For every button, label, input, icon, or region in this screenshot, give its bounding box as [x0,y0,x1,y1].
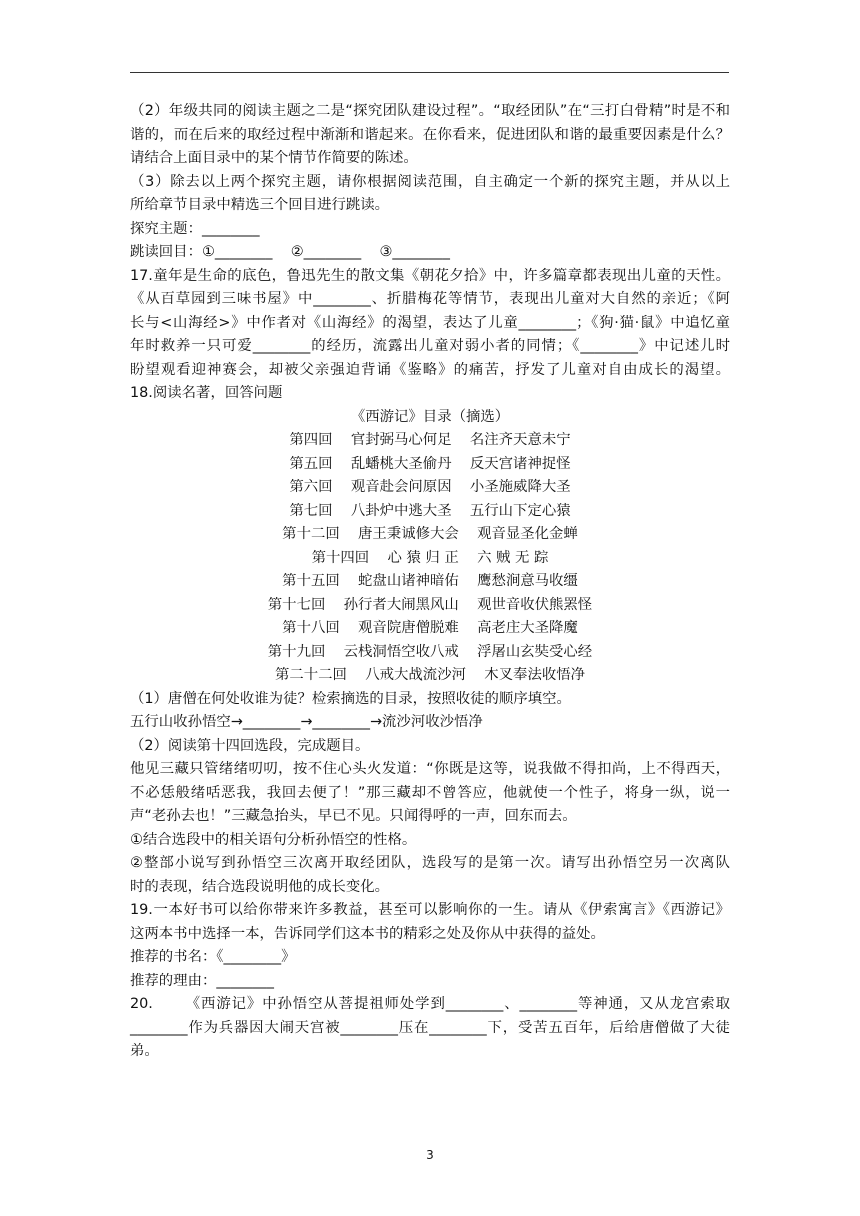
header-rule [130,72,729,73]
q20-line1: 20. 《西游记》中孙悟空从菩提祖师处学到________、________等神通，又从龙宫索取 [130,996,730,1012]
q18-question-b-line2: 时的表现，结合选段说明他的成长变化。 [130,878,390,895]
q19-line2: 这两本书中选择一本，告诉同学们这本书的精彩之处及你从中获得的益处。 [130,925,605,942]
toc-item: 第十五回 蛇盘山诸神暗佑 鹰愁涧意马收缰 [282,573,578,589]
q16-part3-line2: 所给章节目录中精选三个回目进行跳读。 [130,197,390,213]
toc-item: 第二十二回 八戒大战流沙河 木叉奉法收悟净 [274,667,586,683]
passage-line2: 不必恁般绪咶恶我，我回去便了！”那三藏却不曾答应，他就使一个性子，将身一纵，说一 [130,784,730,801]
q19-line1: 19.一本好书可以给你带来许多教益，甚至可以影响你的一生。请从《伊索寓言》《西游记》 [130,902,730,918]
q16-part3-line1: （3）除去以上两个探究主题，请你根据阅读范围，自主确定一个新的探究主题，并从以上 [130,173,730,190]
q16-part2-line2: 谐的，而在后来的取经过程中渐渐和谐起来。在你看来，促进团队和谐的最重要因素是什么？ [130,126,730,143]
toc-item: 第十四回 心 猿 归 正 六 贼 无 踪 [311,549,549,566]
q16-part2-line1: （2）年级共同的阅读主题之二是“探究团队建设过程”。“取经团队”在“三打白骨精”时是不和 [130,103,730,119]
q18-disciple-chain: 五行山收孙悟空→________→________→流沙河收沙悟净 [130,714,483,730]
toc-item: 第十七回 孙行者大闹黑风山 观世音收伏熊罴怪 [267,596,593,613]
toc-item: 第十八回 观音院唐僧脱难 高老庄大圣降魔 [282,620,578,636]
q18-sub1: （1）唐僧在何处收谁为徒？检索摘选的目录，按照收徒的顺序填空。 [130,690,571,707]
toc-item: 第五回 乱蟠桃大圣偷丹 反天宫诸神捉怪 [289,455,571,472]
q16-topic-blank: 探究主题：________ [130,220,260,237]
passage-line3: 声“老孙去也！”三藏急抬头，早已不见。只闻得呼的一声，回东而去。 [130,808,577,824]
q19-book-blank: 推荐的书名：《________》 [130,949,296,965]
q17-line3: 长与<山海经>》中作者对《山海经》的渴望，表达了儿童________；《狗·猫·鼠》中追忆童 [130,314,730,331]
q18-question-a: ①结合选段中的相关语句分析孙悟空的性格。 [130,831,417,848]
q18-question-b-line1: ②整部小说写到孙悟空三次离开取经团队，选段写的是第一次。请写出孙悟空另一次离队 [130,855,730,871]
q17-line2: 《从百草园到三味书屋》中________、折腊梅花等情节，表现出儿童对大自然的亲近；《阿 [130,291,730,307]
q18-heading: 18.阅读名著，回答问题 [130,385,283,401]
q16-skip-chapters: 跳读回目：①________ ②________ ③________ [130,244,450,260]
q17-line1: 17.童年是生命的底色，鲁迅先生的散文集《朝花夕拾》中，许多篇章都表现出儿童的天性。 [130,267,730,284]
passage-line1: 他见三藏只管绪绪叨叨，按不住心头火发道：“你既是这等，说我做不得扣尚，上不得西天， [130,761,730,777]
page-number: 3 [426,1148,434,1162]
q17-line5: 盼望观看迎神赛会，却被父亲强迫背诵《鉴略》的痛苦，抒发了儿童对自由成长的渴望。 [130,361,730,378]
q19-reason-blank: 推荐的理由：________ [130,972,274,989]
q20-line3: 弟。 [130,1043,159,1059]
q18-sub2: （2）阅读第十四回选段，完成题目。 [130,737,370,754]
q20-line2: ________作为兵器因大闹天宫被________压在________下，受苦五百年，后给唐僧做了大徒 [130,1019,730,1036]
toc-title: 《西游记》目录（摘选） [350,408,510,425]
toc-item: 第四回 官封弼马心何足 名注齐天意未宁 [289,432,571,448]
toc-item: 第十二回 唐王秉诚修大会 观音显圣化金蝉 [282,526,578,542]
page-body [130,100,730,1064]
toc-item: 第七回 八卦炉中逃大圣 五行山下定心猿 [289,502,571,519]
toc-item: 第十九回 云栈洞悟空收八戒 浮屠山玄奘受心经 [267,643,593,660]
q17-line4: 年时救养一只可爱________的经历，流露出儿童对弱小者的同情；《________》中记述儿时 [130,338,730,354]
toc-item: 第六回 观音赴会问原因 小圣施威降大圣 [289,479,571,495]
q16-part2-line3: 请结合上面目录中的某个情节作简要的陈述。 [130,150,418,166]
